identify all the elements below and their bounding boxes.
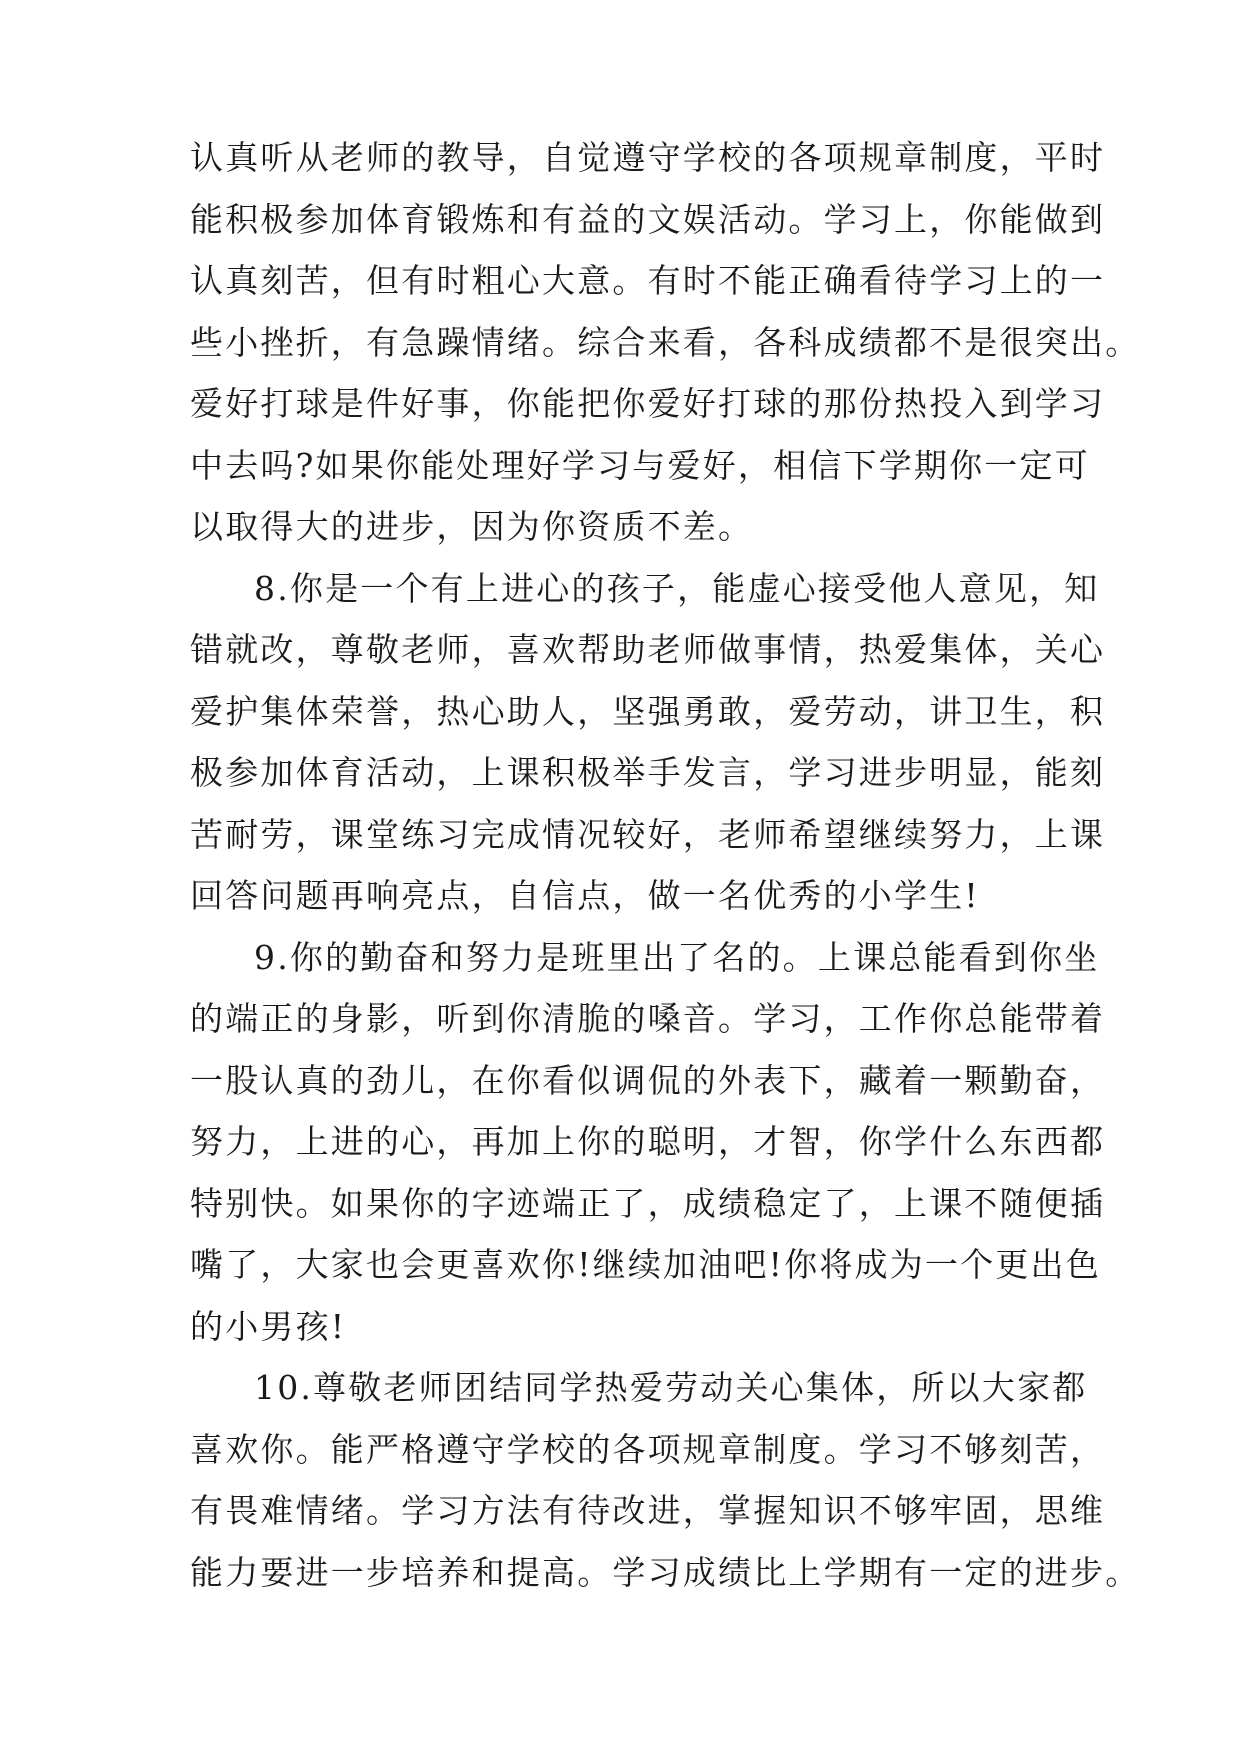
text-line: 8.你是一个有上进心的孩子，能虚心接受他人意见，知 bbox=[254, 568, 1100, 608]
text-line: 一股认真的劲儿，在你看似调侃的外表下，藏着一颗勤奋， bbox=[190, 1060, 1106, 1100]
document-page bbox=[190, 127, 1141, 1603]
paragraph-item-10 bbox=[190, 1357, 1141, 1603]
text-line: 能力要进一步培养和提高。学习成绩比上学期有一定的进步。 bbox=[190, 1552, 1141, 1592]
text-line: 爱护集体荣誉，热心助人，坚强勇敢，爱劳动，讲卫生，积 bbox=[190, 691, 1106, 731]
text-line: 努力，上进的心，再加上你的聪明，才智，你学什么东西都 bbox=[190, 1122, 1106, 1161]
text-line: 回答问题再响亮点，自信点，做一名优秀的小学生! bbox=[190, 876, 980, 915]
text-line: 特别快。如果你的字迹端正了，成绩稳定了，上课不随便插 bbox=[190, 1183, 1106, 1223]
text-line: 错就改，尊敬老师，喜欢帮助老师做事情，热爱集体，关心 bbox=[190, 630, 1106, 669]
paragraph-item-9 bbox=[190, 927, 1106, 1358]
text-line: 极参加体育活动，上课积极举手发言，学习进步明显，能刻 bbox=[190, 753, 1106, 792]
text-line: 10.尊敬老师团结同学热爱劳动关心集体，所以大家都 bbox=[254, 1368, 1088, 1407]
text-line: 以取得大的进步，因为你资质不差。 bbox=[190, 507, 754, 546]
text-line: 9.你的勤奋和努力是班里出了名的。上课总能看到你坐 bbox=[254, 937, 1100, 977]
text-line: 认真听从老师的教导，自觉遵守学校的各项规章制度，平时 bbox=[190, 138, 1106, 177]
text-line: 能积极参加体育锻炼和有益的文娱活动。学习上，你能做到 bbox=[190, 199, 1106, 239]
paragraph-item-8 bbox=[190, 558, 1106, 927]
text-line: 的小男孩! bbox=[190, 1306, 347, 1346]
paragraph-continuation bbox=[190, 127, 1141, 558]
text-line: 爱好打球是件好事，你能把你爱好打球的那份热投入到学习 bbox=[190, 384, 1106, 423]
text-line: 有畏难情绪。学习方法有待改进，掌握知识不够牢固，思维 bbox=[190, 1491, 1106, 1530]
text-line: 认真刻苦，但有时粗心大意。有时不能正确看待学习上的一 bbox=[190, 261, 1106, 300]
text-line: 苦耐劳，课堂练习完成情况较好，老师希望继续努力，上课 bbox=[190, 814, 1106, 854]
text-line: 的端正的身影，听到你清脆的嗓音。学习，工作你总能带着 bbox=[190, 999, 1106, 1038]
text-line: 中去吗?如果你能处理好学习与爱好，相信下学期你一定可 bbox=[190, 445, 1090, 485]
text-line: 嘴了，大家也会更喜欢你!继续加油吧!你将成为一个更出色 bbox=[190, 1245, 1101, 1284]
text-line: 喜欢你。能严格遵守学校的各项规章制度。学习不够刻苦， bbox=[190, 1429, 1106, 1469]
text-line: 些小挫折，有急躁情绪。综合来看，各科成绩都不是很突出。 bbox=[190, 322, 1141, 362]
